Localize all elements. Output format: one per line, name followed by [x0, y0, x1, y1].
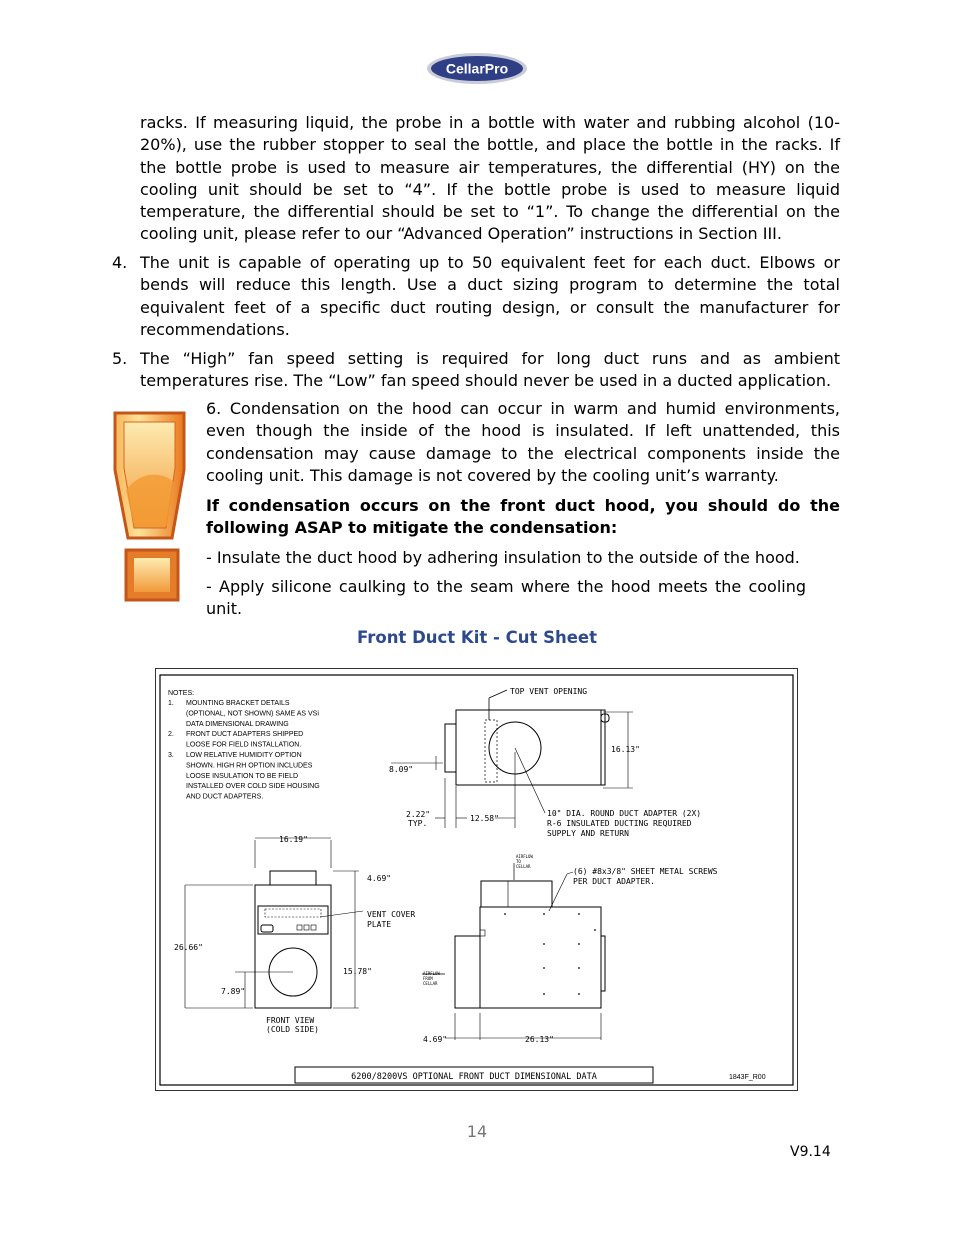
dim-4-69-top: 4.69"	[367, 874, 392, 883]
note-line: DATA DIMENSIONAL DRAWING	[186, 720, 289, 728]
condensation-warning: If condensation occurs on the front duct hood, you should do the following ASAP to mitigate the condensation:	[206, 496, 840, 538]
note-line: MOUNTING BRACKET DETAILS	[186, 700, 290, 707]
front-duct-drawing	[155, 668, 798, 1091]
airflow-to-3: CELLAR	[516, 864, 531, 869]
airflow-to-1: AIRFLOW	[516, 854, 533, 859]
title-block: 6200/8200VS OPTIONAL FRONT DUCT DIMENSIONAL DATA	[351, 1072, 597, 1082]
adapter-note-3: SUPPLY AND RETURN	[547, 829, 629, 838]
item-6-text: 6. Condensation on the hood can occur in warm and humid environments, even though the inside of the hood is insulated. If left unattended, this condensation may cause damage to the electrical components inside the cooling unit. This damage is not covered by the cooling unit’s warranty.	[206, 399, 840, 485]
note-number: 2.	[168, 731, 174, 739]
note-line: LOOSE FOR FIELD INSTALLATION.	[186, 741, 302, 749]
item-4-text: The unit is capable of operating up to 50 equivalent feet for each duct. Elbows or bends will reduce this length. Use a duct sizing program to determine the total equivalent feet of a specific duct routing design, or consult the manufacturer for recommendations.	[140, 253, 840, 339]
dim-typ: TYP.	[408, 819, 428, 828]
screws-note-2: PER DUCT ADAPTER.	[573, 877, 655, 886]
paragraph-continued: racks. If measuring liquid, the probe in a bottle with water and rubbing alcohol (10-20%), use the rubber stopper to seal the bottle, and place the bottle in the racks. If the bottle probe is used to measure air temperatures, the differential (HY) on the cooling unit should be set to “4”. If the bottle probe is used to measure liquid temperature, the differential should be set to “1”. To change the differential on the cooling unit, please refer to our “Advanced Operation” instructions in Section III.	[140, 113, 840, 244]
airflow-to-2: TO	[516, 859, 521, 864]
dim-26-13: 26.13"	[525, 1035, 554, 1044]
screws-note-1: (6) #8x3/8" SHEET METAL SCREWS	[573, 867, 718, 876]
front-view-label-2: (COLD SIDE)	[266, 1025, 319, 1034]
section-heading: Front Duct Kit - Cut Sheet	[357, 628, 597, 647]
adapter-note-1: 10" DIA. ROUND DUCT ADAPTER (2X)	[547, 809, 702, 818]
note-number: 1.	[168, 700, 174, 707]
item-5-number: 5.	[112, 349, 128, 368]
bullet-insulate: - Insulate the duct hood by adhering insulation to the outside of the hood.	[206, 548, 800, 567]
note-line: INSTALLED OVER COLD SIDE HOUSING	[186, 783, 320, 791]
dim-16-19: 16.19"	[279, 835, 308, 844]
warning-icon	[112, 410, 188, 604]
dim-16-13: 16.13"	[611, 745, 640, 754]
dim-2-22: 2.22"	[406, 810, 431, 819]
cellarpro-logo	[426, 52, 528, 85]
airflow-from-3: CELLAR	[423, 981, 438, 986]
note-line: AND DUCT ADAPTERS.	[186, 793, 264, 801]
page-number: 14	[466, 1122, 488, 1141]
note-line: FRONT DUCT ADAPTERS SHIPPED	[186, 731, 304, 739]
dim-15-78: 15.78"	[343, 967, 372, 976]
item-5-text: The “High” fan speed setting is required for long duct runs and as ambient temperatures rise. The “Low” fan speed should never be used in a ducted application.	[140, 349, 840, 391]
note-number: 3.	[168, 752, 174, 759]
notes-title: NOTES:	[168, 690, 195, 697]
note-line: LOOSE INSULATION TO BE FIELD	[186, 772, 299, 780]
drawing-number: 1843F_R00	[729, 1074, 766, 1081]
top-vent-label: TOP VENT OPENING	[510, 687, 588, 696]
dim-26-66: 26.66"	[174, 943, 203, 952]
logo-text: CellarPro	[445, 60, 509, 77]
vent-cover-label-1: VENT COVER	[367, 910, 416, 919]
note-line: LOW RELATIVE HUMIDITY OPTION	[186, 752, 302, 759]
dim-4-69-bottom: 4.69"	[423, 1035, 448, 1044]
note-line: (OPTIONAL, NOT SHOWN) SAME AS VSi	[186, 710, 319, 718]
airflow-from-2: FROM	[423, 976, 433, 981]
adapter-note-2: R-6 INSULATED DUCTING REQUIRED	[547, 819, 692, 828]
version-label: V9.14	[790, 1144, 831, 1160]
dim-7-89: 7.89"	[221, 987, 246, 996]
dim-12-58: 12.58"	[470, 814, 499, 823]
vent-cover-label-2: PLATE	[367, 920, 392, 929]
front-view-label-1: FRONT VIEW	[266, 1016, 315, 1025]
item-4-number: 4.	[112, 253, 128, 272]
dim-8-09: 8.09"	[389, 765, 414, 774]
airflow-from-1: AIRFLOW	[423, 971, 440, 976]
note-line: SHOWN. HIGH RH OPTION INCLUDES	[186, 762, 313, 770]
bullet-caulking: - Apply silicone caulking to the seam where the hood meets the cooling unit.	[206, 577, 806, 619]
